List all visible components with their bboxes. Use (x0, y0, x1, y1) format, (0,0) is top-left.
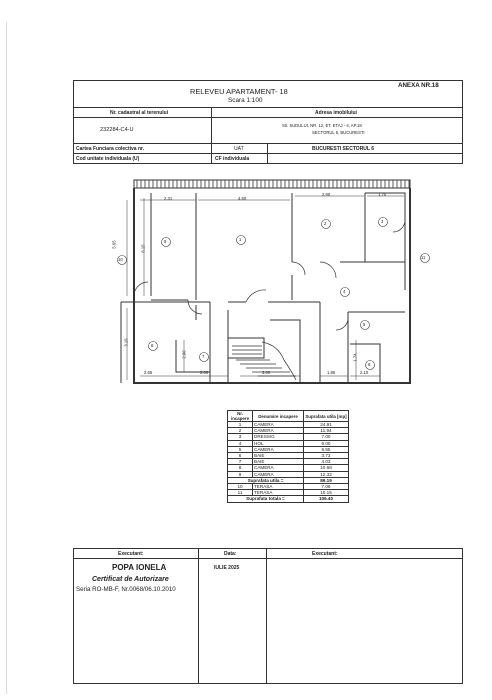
annex-label: ANEXA NR.18 (398, 82, 439, 89)
dim-side-2: 6.15 (140, 244, 146, 253)
room-nr: 5 (228, 446, 253, 452)
address-line-2: SECTORUL 6, BUCURESTI (312, 130, 365, 135)
label-carte-funciara: Cartea Funciara colectiva nr. (76, 146, 145, 152)
room-nr: 4 (228, 440, 253, 446)
certificate-line: Certificat de Autorizare (92, 576, 169, 583)
series-line: Seria RO-MB-F, Nr.0068/06.10.2010 (76, 586, 176, 593)
total-area-value: 106.40 (304, 496, 349, 502)
room-name: CAMERA (253, 465, 304, 471)
room-name: CAMERA (253, 428, 304, 434)
total-area-row (228, 496, 349, 502)
col-suprafata: Suprafata utila [mp] (304, 411, 349, 422)
room-nr: 2 (228, 428, 253, 434)
room-nr: 8 (228, 465, 253, 471)
room-area: 7.00 (304, 434, 349, 440)
room-area: 24.91 (304, 422, 349, 428)
footer-divider-1 (198, 548, 199, 684)
room-number-5: 5 (363, 322, 366, 327)
document-scale: Scara 1:100 (228, 97, 263, 104)
room-area: 10.68 (304, 465, 349, 471)
address-line-1: Str. SUDULUI, NR. 12, ET. ETAJ - 4, AP.18 (282, 123, 362, 128)
room-number-9: 9 (164, 239, 167, 244)
terrace-area: 7.06 (304, 484, 349, 490)
room-number-10: 10 (118, 257, 123, 262)
dim-bottom-5: 2.10 (360, 370, 369, 375)
dim-side-4: 2.00 (181, 350, 187, 359)
dim-bottom-4: 1.85 (327, 370, 336, 375)
terrace-name: TERASA (253, 484, 304, 490)
footer-divider-2 (266, 548, 267, 684)
useful-area-value: 89.19 (304, 477, 349, 483)
terrace-nr: 10 (228, 484, 253, 490)
room-nr: 7 (228, 459, 253, 465)
room-name: HOL (253, 440, 304, 446)
room-area: 4.03 (304, 459, 349, 465)
dim-bottom-1: 2.65 (144, 370, 153, 375)
room-nr: 3 (228, 434, 253, 440)
room-area: 11.94 (304, 428, 349, 434)
cadastral-number: 232284-C4-U (100, 127, 134, 133)
label-cf-individuala: CF individuala (215, 156, 250, 162)
label-cod-unitate: Cod unitate individuala (U) (76, 156, 140, 162)
date-value: IULIE 2025 (214, 565, 240, 571)
room-name: BAIE (253, 459, 304, 465)
footer-divider-3 (73, 558, 463, 559)
room-nr: 1 (228, 422, 253, 428)
terrace-area: 10.15 (304, 490, 349, 496)
room-area: 12.32 (304, 471, 349, 477)
room-number-7: 7 (202, 354, 205, 359)
dim-side-1: 5.65 (111, 240, 117, 249)
room-number-2: 2 (324, 221, 327, 226)
room-name: CAMERA (253, 422, 304, 428)
terrace-nr: 11 (228, 490, 253, 496)
room-number-6: 6 (368, 362, 371, 367)
document-title: RELEVEU APARTAMENT- 18 (190, 87, 288, 96)
terrace-name: TERASA (253, 490, 304, 496)
executant-name: POPA IONELA (112, 563, 167, 572)
dim-top-2: 4.50 (238, 196, 247, 201)
room-name: DRESSIG (253, 434, 304, 440)
executant-label: Executant: (118, 551, 144, 557)
room-nr: 9 (228, 471, 253, 477)
dim-bottom-2: 2.00 (200, 370, 209, 375)
room-name: BAIE (253, 453, 304, 459)
room-number-4: 4 (343, 289, 346, 294)
dim-side-5: 1.74 (352, 353, 358, 362)
label-uat: UAT (234, 146, 244, 152)
date-label: Data: (224, 551, 237, 557)
room-name: CAMERA (253, 446, 304, 452)
rooms-table (227, 410, 349, 503)
room-area: 6.00 (304, 440, 349, 446)
col-denumire: Denumire incapere (253, 411, 304, 422)
room-area: 8.55 (304, 446, 349, 452)
label-address: Adresa imobilului (315, 110, 357, 116)
room-area: 3.73 (304, 453, 349, 459)
uat-value: BUCURESTI SECTORUL 6 (312, 146, 375, 152)
dim-top-1: 2.31 (164, 196, 173, 201)
executant-label-2: Executant: (312, 551, 338, 557)
room-name: CAMERA (253, 471, 304, 477)
dim-bottom-3: 3.00 (262, 370, 271, 375)
dim-side-3: 3.15 (123, 338, 129, 347)
dim-top-3: 2.90 (322, 192, 331, 197)
outer-wall (134, 188, 410, 383)
dim-top-4: 1.75 (378, 192, 387, 197)
room-number-11: 11 (421, 255, 426, 260)
room-nr: 6 (228, 453, 253, 459)
room-number-3: 3 (381, 219, 384, 224)
col-nr: Nr. incapere (228, 411, 253, 422)
room-number-8: 8 (151, 343, 154, 348)
useful-area-label: Suprafata utila = (228, 477, 304, 483)
rooms-table-header (228, 411, 349, 422)
room-number-1: 1 (239, 237, 242, 242)
label-cadastral: Nr. cadastral al terenului (110, 110, 169, 116)
total-area-label: Suprafata totala = (228, 496, 304, 502)
